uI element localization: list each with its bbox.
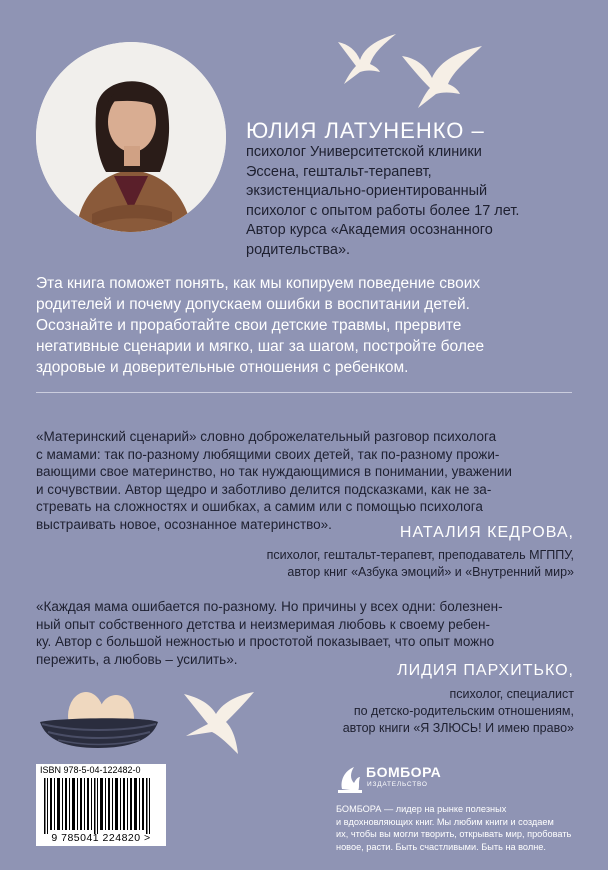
- quote-line: с мамами: так по-разному любящими своих детей, так по-разному прожи-: [36, 446, 500, 462]
- quote-line: ку. Автор с большой нежностью и простотой показывает, что опыт можно: [36, 634, 495, 649]
- quote-line: стревать на сложностях и ошибках, а самим или с помощью психолога: [36, 499, 483, 514]
- bird-icon: [330, 30, 405, 85]
- role-line: по детско-родительским отношениям,: [353, 704, 574, 718]
- description-line: здоровые и доверительные отношения с ребенком.: [36, 359, 409, 376]
- quote-line: и сочувствии. Автор щедро и заботливо делится подсказками, как не за-: [36, 481, 492, 497]
- nest-icon: [34, 680, 164, 750]
- publisher-line: и вдохновляющих книг. Мы любим книги и создаем: [336, 816, 554, 827]
- role-line: автор книг «Азбука эмоций» и «Внутренний мир»: [287, 565, 574, 579]
- role-line: психолог, специалист: [449, 687, 574, 701]
- bio-line: Эссена, гештальт-терапевт,: [246, 163, 432, 180]
- bio-line: психолог Университетской клиники: [246, 144, 482, 160]
- bird-icon: [178, 684, 258, 760]
- quote-line: выстраивать новое, осознанное материнство».: [36, 516, 332, 532]
- quote-line: «Материнский сценарий» словно доброжелательный разговор психолога: [36, 429, 497, 444]
- quote-line: вающими свое материнство, но так нуждающимися в понимании, уважении: [36, 464, 512, 479]
- reviewer-name: ЛИДИЯ ПАРХИТЬКО,: [397, 662, 574, 679]
- bio-line: экзистенциально-ориентированный: [246, 183, 488, 199]
- review-quote: [36, 428, 566, 533]
- book-description: [36, 273, 582, 378]
- bio-line: родительства».: [246, 241, 351, 258]
- reviewer-name: НАТАЛИЯ КЕДРОВА,: [399, 524, 574, 541]
- barcode-number: 9 785041 224820 >: [51, 832, 151, 844]
- bio-line: Автор курса «Академия осознанного: [246, 222, 493, 238]
- isbn-text: ISBN 978-5-04-122482-0: [40, 765, 141, 775]
- role-line: автор книги «Я ЗЛЮСЬ! И имею право»: [342, 721, 574, 735]
- publisher-subtitle: ИЗДАТЕЛЬСТВО: [367, 781, 428, 788]
- bird-icon: [398, 42, 488, 112]
- description-line: Эта книга поможет понять, как мы копируем поведение своих: [36, 275, 481, 292]
- publisher-logo-icon: [336, 763, 364, 795]
- quote-line: ный опыт собственного детства и неизмеримая любовь к своему ребен-: [36, 616, 490, 632]
- author-photo: [36, 42, 226, 232]
- publisher-line: новое, расти. Быть счастливыми. Быть на волне.: [336, 841, 546, 852]
- review-quote: [36, 598, 566, 668]
- publisher-name: БОМБОРА: [366, 764, 442, 780]
- reviewer-role: [343, 686, 574, 737]
- bio-line: психолог с опытом работы более 17 лет.: [246, 202, 520, 219]
- publisher-line: БОМБОРА — лидер на рынке полезных: [336, 804, 507, 814]
- author-name: ЮЛИЯ ЛАТУНЕНКО –: [246, 118, 485, 143]
- publisher-line: их, чтобы вы могли творить, открывать мир, пробовать: [336, 829, 572, 839]
- author-bio: [246, 143, 566, 260]
- quote-line: пережить, а любовь – усилить».: [36, 651, 238, 667]
- section-divider: [36, 392, 572, 393]
- reviewer-role: [267, 547, 574, 581]
- role-line: психолог, гештальт-терапевт, преподаватель МГППУ,: [266, 548, 574, 562]
- quote-line: «Каждая мама ошибается по-разному. Но причины у всех одни: болезнен-: [36, 599, 503, 614]
- description-line: негативные сценарии и мягко, шаг за шагом, постройте более: [36, 338, 485, 355]
- description-line: Осознайте и проработайте свои детские травмы, прервите: [36, 317, 462, 334]
- publisher-description: [336, 803, 582, 853]
- description-line: родителей и почему допускаем ошибки в воспитании детей.: [36, 296, 470, 313]
